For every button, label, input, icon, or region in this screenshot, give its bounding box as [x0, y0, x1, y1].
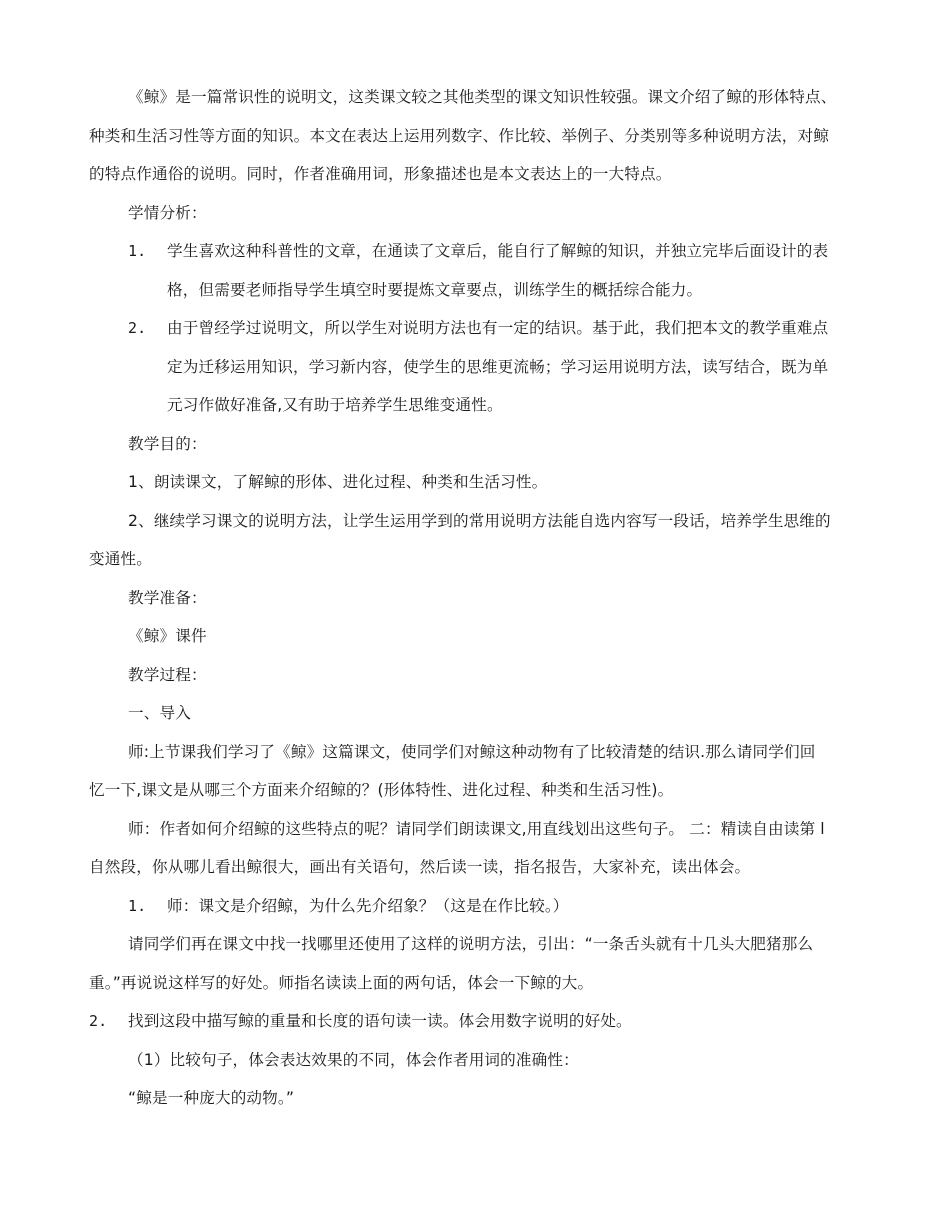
analysis-item-2-line-2: 定为迁移运用知识，学习新内容，使学生的思维更流畅；学习运用说明方法，读写结合，既为单	[167, 357, 829, 376]
process-heading: 教学过程：	[128, 665, 207, 684]
process-paragraph-2-line-1: 师：作者如何介绍鲸的这些特点的呢？请同学们朗读课文,用直线划出这些句子。 二：精读自由读第 l	[128, 819, 825, 838]
question-2-number: 2.	[89, 1012, 108, 1030]
question-1	[89, 887, 861, 926]
process-paragraph-1-line-1: 师:上节课我们学习了《鲸》这篇课文，使同学们对鲸这种动物有了比较清楚的结识.那么请同学们回	[128, 742, 816, 761]
analysis-item-1-number: 1.	[128, 242, 147, 260]
preparation-item: 《鲸》课件	[128, 627, 207, 645]
process-paragraph-1-line-2: 忆一下,课文是从哪三个方面来介绍鲸的？(形体特性、进化过程、种类和生活习性)。	[89, 781, 674, 799]
preparation-heading: 教学准备：	[128, 588, 207, 607]
analysis-item-2-line-3: 元习作做好准备,又有助于培养学生思维变通性。	[167, 396, 503, 414]
analysis-item-1-line-2: 格，但需要老师指导学生填空时要提炼文章要点，训练学生的概括综合能力。	[167, 280, 703, 299]
process-section-1: 一、导入	[128, 704, 191, 722]
question-1-text: 师：课文是介绍鲸，为什么先介绍象？（这是在作比较。）	[167, 896, 569, 915]
question-1-number: 1.	[128, 896, 147, 915]
process-paragraph-3-line-1: 请同学们再在课文中找一找哪里还使用了这样的说明方法，引出：“一条舌头就有十几头大肥猪那么	[128, 935, 814, 953]
teaching-goal-1: 1、朗读课文，了解鲸的形体、进化过程、种类和生活习性。	[128, 473, 548, 491]
teaching-goals-heading: 教学目的：	[128, 434, 207, 453]
process-paragraph-3-line-2: 重。”再说说这样写的好处。师指名读读上面的两句话，体会一下鲸的大。	[89, 973, 594, 992]
document-page	[89, 78, 861, 1118]
analysis-item-1-text: 学生喜欢这种科普性的文章，在通读了文章后，能自行了解鲸的知识，并独立完毕后面设计的表	[167, 242, 829, 260]
analysis-item-1-line-1	[89, 232, 861, 271]
analysis-item-2-number: 2.	[128, 319, 147, 337]
analysis-item-2-line-1	[89, 309, 861, 348]
process-paragraph-2-line-2: 自然段，你从哪儿看出鲸很大，画出有关语句，然后读一读，指名报告，大家补充，读出体会。	[89, 858, 751, 876]
sub-item-1: （1）比较句子，体会表达效果的不同，体会作者用词的准确性：	[128, 1050, 579, 1069]
analysis-item-2-text: 由于曾经学过说明文，所以学生对说明方法也有一定的结识。基于此，我们把本文的教学重难点	[167, 319, 829, 337]
quote-1: “鲸是一种庞大的动物。”	[128, 1089, 295, 1107]
student-analysis-heading: 学情分析：	[128, 203, 207, 222]
intro-line-2: 种类和生活习性等方面的知识。本文在表达上运用列数字、作比较、举例子、分类别等多种说明方法，对鲸	[89, 126, 829, 145]
intro-line-1: 《鲸》是一篇常识性的说明文，这类课文较之其他类型的课文知识性较强。课文介绍了鲸的形体特点、	[128, 88, 837, 106]
teaching-goal-2-line-1: 2、继续学习课文的说明方法，让学生运用学到的常用说明方法能自选内容写一段话，培养学生思维的	[128, 511, 831, 530]
question-2	[89, 1002, 861, 1041]
intro-line-3: 的特点作通俗的说明。同时，作者准确用词，形象描述也是本文表达上的一大特点。	[89, 165, 672, 183]
teaching-goal-2-line-2: 变通性。	[89, 550, 152, 568]
question-2-text: 找到这段中描写鲸的重量和长度的语句读一读。体会用数字说明的好处。	[128, 1012, 632, 1030]
